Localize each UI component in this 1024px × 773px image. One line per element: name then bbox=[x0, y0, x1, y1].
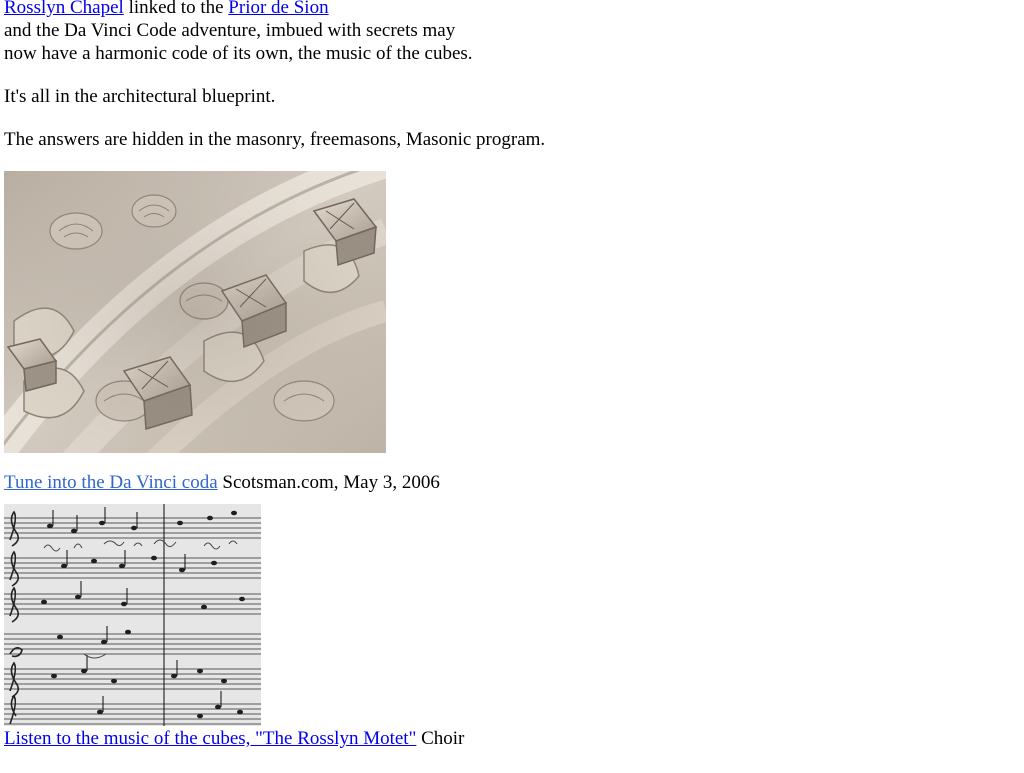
answers-paragraph: The answers are hidden in the masonry, freemasons, Masonic program. bbox=[4, 129, 546, 150]
chapel-carving-image bbox=[4, 171, 386, 453]
sheet-music-image bbox=[4, 504, 261, 726]
article-source: Scotsman.com, May 3, 2006 bbox=[217, 472, 440, 493]
article-caption bbox=[4, 471, 1024, 494]
listen-suffix: Choir bbox=[416, 728, 465, 749]
intro-linked-text: linked to the bbox=[123, 0, 229, 18]
intro-paragraph bbox=[4, 0, 1024, 65]
blueprint-paragraph: It's all in the architectural blueprint. bbox=[4, 86, 276, 107]
intro-line-3: now have a harmonic code of its own, the music of the cubes. bbox=[4, 43, 473, 64]
rosslyn-motet-link[interactable]: Listen to the music of the cubes, "The Rosslyn Motet" bbox=[4, 728, 417, 749]
intro-line-2: and the Da Vinci Code adventure, imbued with secrets may bbox=[4, 20, 456, 41]
da-vinci-coda-link[interactable]: Tune into the Da Vinci coda bbox=[4, 472, 218, 493]
listen-caption bbox=[4, 727, 1024, 750]
prior-de-sion-link[interactable]: Prior de Sion bbox=[228, 0, 329, 18]
rosslyn-chapel-link[interactable]: Rosslyn Chapel bbox=[4, 0, 124, 18]
